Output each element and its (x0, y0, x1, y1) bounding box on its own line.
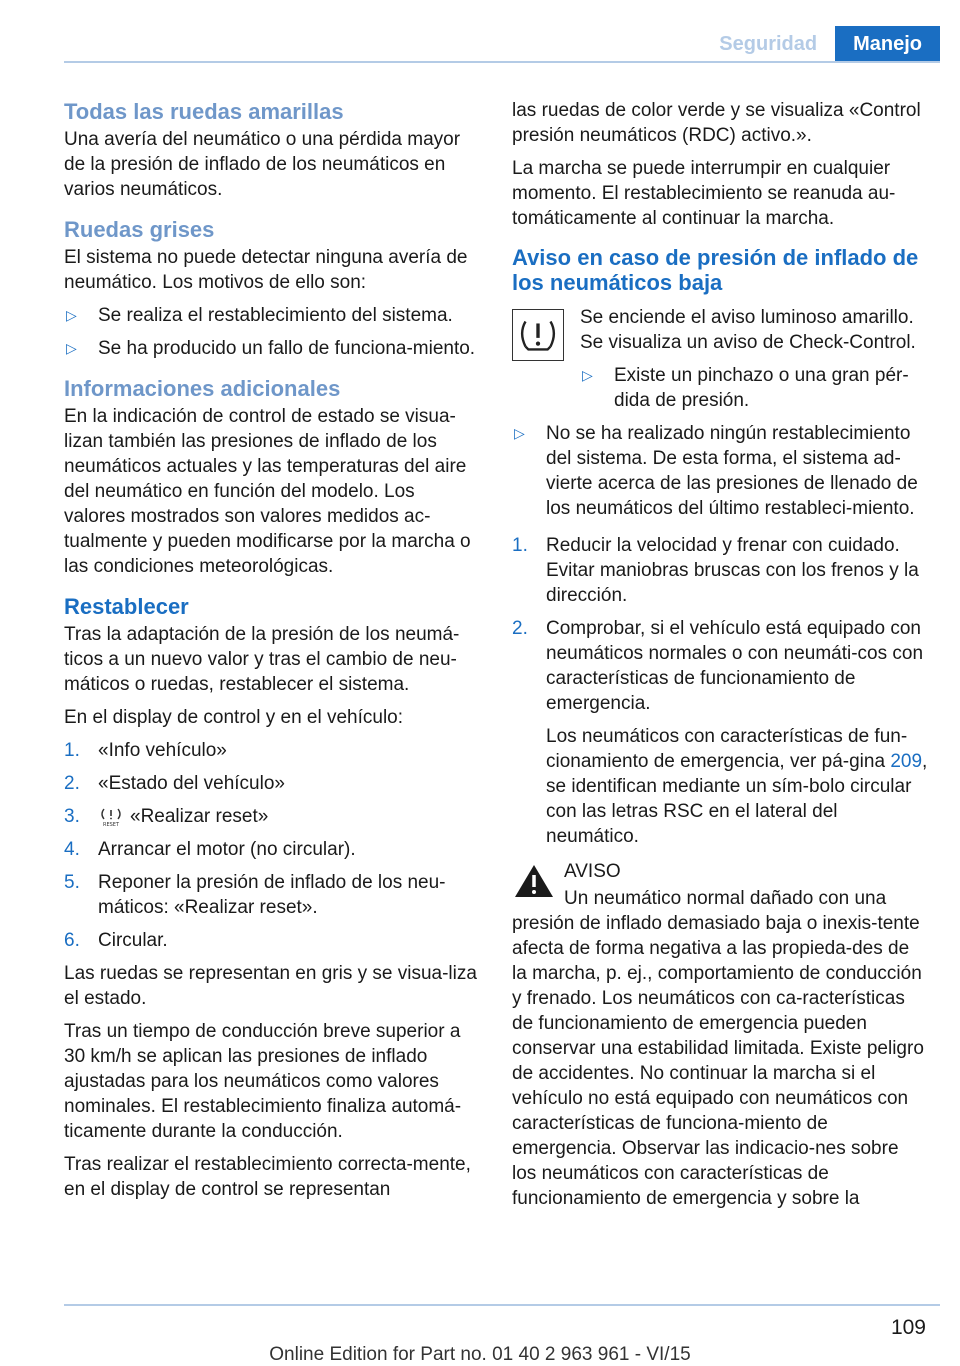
list-item-text: Existe un pinchazo o una gran pér‐dida de presión. (614, 365, 909, 411)
note-text: , se identifican mediante un sím‐bolo circular con las letras RSC en el lateral del neumático. (546, 751, 928, 847)
note-text: Los neumáticos con características de fun‐cionamiento de emergencia, ver pá‐gina (546, 726, 908, 772)
tab-manejo[interactable]: Manejo (835, 26, 940, 62)
aviso-body: Un neumático normal dañado con una presión de inflado demasiado baja o inexis‐tente afecta de forma negativa a las propieda‐des de la marcha, p. ej., comportamiento de conducción y frenado. Los neumáticos con ca‐racterísticas de funcionamiento de emergencia pueden conservar una estabilidad limitada. Existe peligro de accidentes. No continuar la marcha si el vehículo no está equipado con neumáticos con características de funciona‐miento de emergencia. Observar las indicacio‐nes sobre los neumáticos con características de funcionamiento de emergencia y sobre la (512, 888, 924, 1209)
step-number: 5. (64, 872, 80, 893)
section-body: En la indicación de control de estado se visua‐lizan también las presiones de inflado de los neumáticos actuales y las temperaturas del aire del neumático en función del modelo. Los valores mostrados son valores medidos ac‐tualmente y pueden modificarse por la marcha o las condiciones meteorológicas. (64, 406, 471, 577)
page-link[interactable]: 209 (890, 751, 923, 772)
bullet-list (580, 363, 928, 413)
list-item (64, 738, 478, 763)
tpms-warning-icon (512, 309, 564, 361)
triangle-bullet-icon: ▷ (582, 367, 593, 383)
section-intro: En el display de control y en el vehículo: (64, 707, 404, 728)
section-title: Informaciones adicionales (64, 376, 341, 401)
section-additional-info (64, 375, 478, 579)
step-number: 2. (64, 773, 80, 794)
list-item (512, 533, 928, 608)
paragraph: las ruedas de color verde y se visualiza «Control presión neumáticos (RDC) activo.». (512, 100, 921, 146)
page-number: 109 (890, 1316, 926, 1339)
caution-triangle-icon (512, 861, 556, 901)
step-number: 1. (512, 535, 528, 556)
section-reset (64, 593, 478, 1202)
left-column (64, 98, 478, 1216)
step-number: 2. (512, 618, 528, 639)
paragraph: La marcha se puede interrumpir en cualquier momento. El restablecimiento se reanuda au‐tomáticamente al continuar la marcha. (512, 158, 896, 229)
paragraph: Las ruedas se representan en gris y se visua‐liza el estado. (64, 963, 477, 1009)
step-text: Reducir la velocidad y frenar con cuidado. Evitar maniobras bruscas con los frenos y la dirección. (546, 535, 919, 606)
steps-list (64, 738, 478, 953)
footer-rule (64, 1304, 940, 1306)
right-column (512, 98, 928, 1217)
triangle-bullet-icon: ▷ (66, 307, 77, 323)
section-title: Todas las ruedas amarillas (64, 99, 344, 124)
list-item-text: Se realiza el restablecimiento del sistema. (98, 305, 453, 326)
header-tabs (701, 26, 940, 62)
aviso-title: AVISO (564, 861, 621, 882)
list-item-text: No se ha realizado ningún restablecimiento del sistema. De esta forma, el sistema ad‐vierte acerca de las presiones de llenado de los neumáticos del último restableci‐miento. (546, 423, 918, 519)
list-item (64, 837, 478, 862)
edition-footer: Online Edition for Part no. 01 40 2 963 961 - VI/15 (269, 1344, 691, 1365)
aviso-block (512, 859, 928, 1211)
section-body: Tras la adaptación de la presión de los neumá‐ticos a un nuevo valor y tras el cambio de neu‐máticos o ruedas, restablecer el sistema. (64, 624, 460, 695)
reset-icon (98, 807, 124, 827)
list-item (512, 421, 928, 521)
section-title: Aviso en caso de presión de inflado de los neumáticos baja (512, 245, 919, 295)
section-title: Ruedas grises (64, 217, 215, 242)
bullet-list (512, 421, 928, 521)
step-text: «Realizar reset» (130, 806, 269, 827)
svg-text:RESET: RESET (102, 821, 120, 827)
triangle-bullet-icon: ▷ (66, 340, 77, 356)
list-item (512, 616, 928, 849)
tpms-warning-block (512, 305, 928, 413)
list-item (64, 804, 478, 829)
tab-seguridad[interactable]: Seguridad (701, 26, 835, 62)
list-item (580, 363, 928, 413)
step-text: «Estado del vehículo» (98, 773, 285, 794)
step-number: 3. (64, 806, 80, 827)
step-text: Reponer la presión de inflado de los neu‐máticos: «Realizar reset». (98, 872, 446, 918)
step-text: Comprobar, si el vehículo está equipado con neumáticos normales o con neumáti‐cos con características de funcionamiento de emergencia. (546, 618, 924, 714)
step-text: Arrancar el motor (no circular). (98, 839, 356, 860)
list-item (64, 870, 478, 920)
step-note (546, 724, 928, 849)
steps-list (512, 533, 928, 849)
bullet-list (64, 303, 478, 361)
list-item (64, 928, 478, 953)
section-body: Una avería del neumático o una pérdida mayor de la presión de inflado de los neumáticos en varios neumáticos. (64, 129, 461, 200)
triangle-bullet-icon: ▷ (514, 425, 525, 441)
step-number: 4. (64, 839, 80, 860)
section-all-yellow (64, 98, 478, 202)
section-grey-wheels (64, 216, 478, 361)
section-title: Restablecer (64, 594, 189, 619)
step-text: «Info vehículo» (98, 740, 227, 761)
list-item (64, 336, 478, 361)
step-number: 1. (64, 740, 80, 761)
step-number: 6. (64, 930, 80, 951)
list-item-text: Se ha producido un fallo de funciona‐miento. (98, 338, 476, 359)
paragraph: Tras un tiempo de conducción breve superior a 30 km/h se aplican las presiones de inflado ajustadas para los neumáticos como valores nominales. El restablecimiento finaliza automá‐ticamente durante la conducción. (64, 1021, 462, 1142)
list-item (64, 303, 478, 328)
warning-body: Se enciende el aviso luminoso amarillo. Se visualiza un aviso de Check-Control. (580, 307, 916, 353)
list-item (64, 771, 478, 796)
paragraph: Tras realizar el restablecimiento correcta‐mente, en el display de control se representan (64, 1154, 471, 1200)
header-rule (64, 61, 940, 63)
section-body: El sistema no puede detectar ninguna avería de neumático. Los motivos de ello son: (64, 247, 468, 293)
step-text: Circular. (98, 930, 168, 951)
